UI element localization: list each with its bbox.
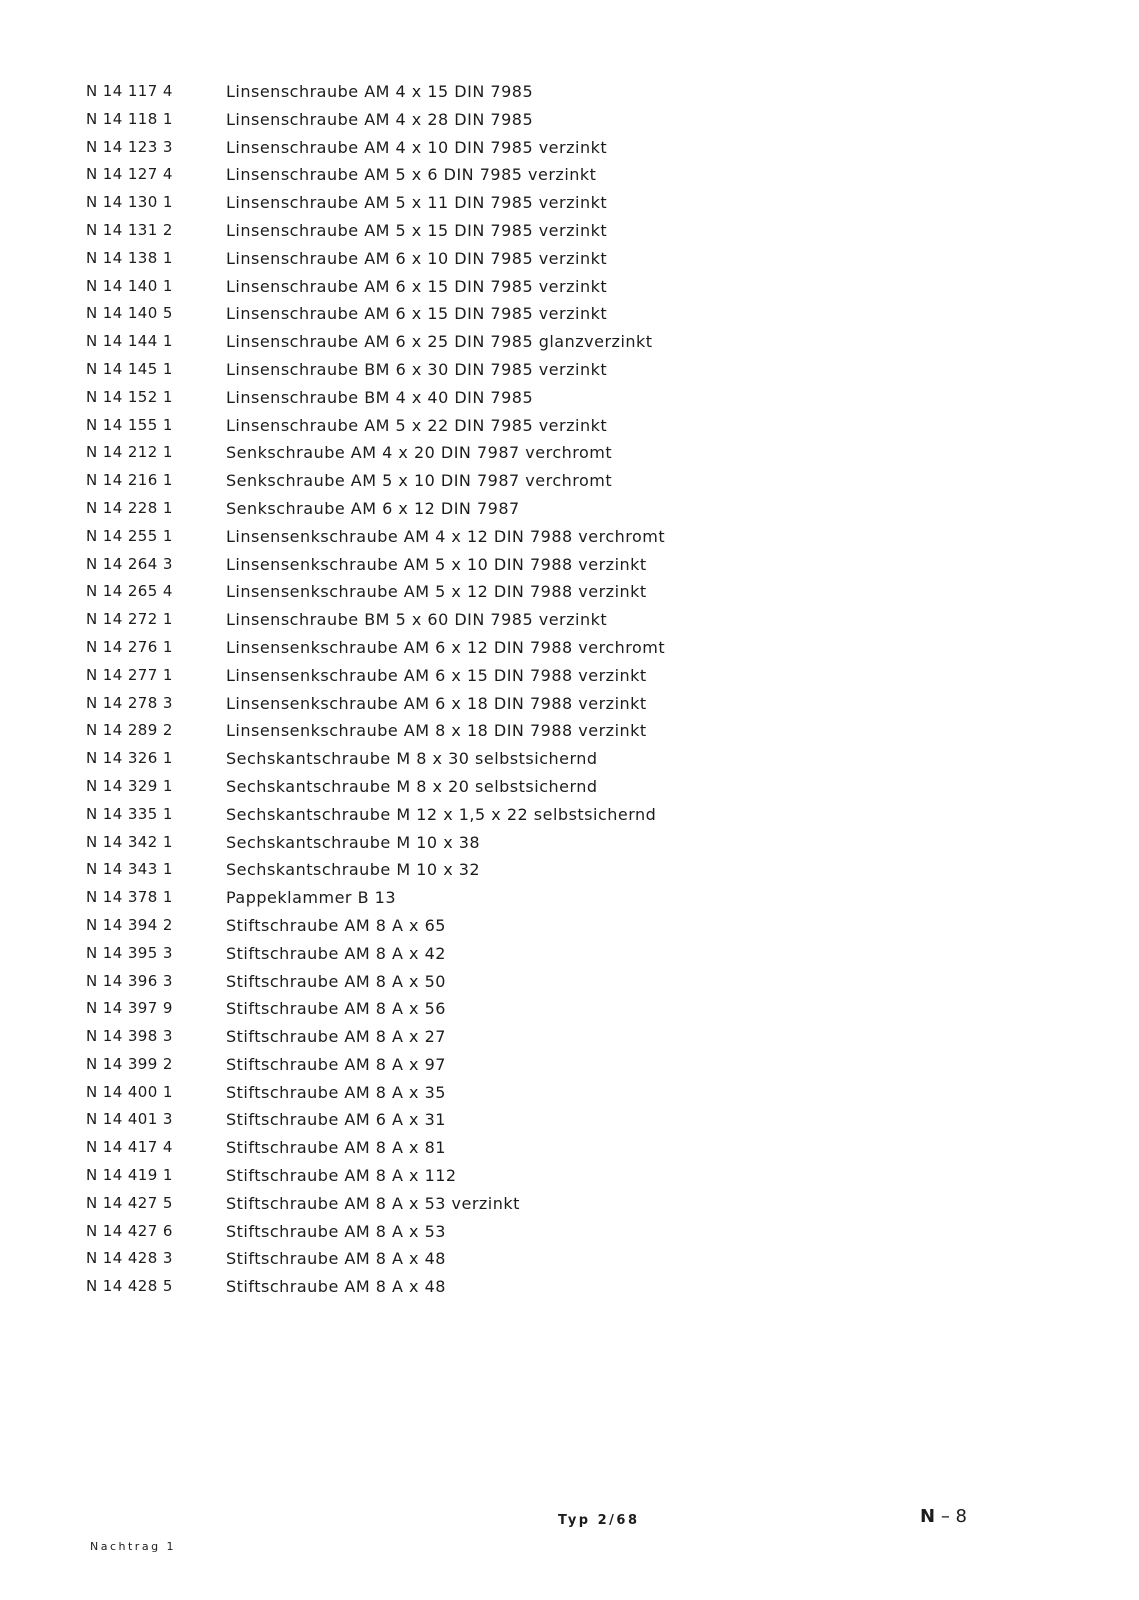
part-row — [0, 884, 1139, 912]
part-row — [0, 300, 1139, 328]
part-row — [0, 829, 1139, 857]
part-row — [0, 551, 1139, 579]
part-row — [0, 1023, 1139, 1051]
part-description: Senkschraube AM 4 x 20 DIN 7987 verchromt — [226, 443, 613, 463]
part-code: N 14 117 4 — [86, 82, 173, 100]
part-description: Stiftschraube AM 8 A x 35 — [226, 1082, 446, 1102]
part-code: N 14 228 1 — [86, 498, 173, 517]
part-row — [0, 1273, 1139, 1301]
type-label: Typ 2/68 — [558, 1513, 640, 1528]
part-description: Sechskantschraube M 8 x 30 selbstsichernd — [226, 749, 598, 769]
part-row — [0, 356, 1139, 384]
part-row — [0, 1162, 1139, 1190]
part-description: Pappeklammer B 13 — [226, 888, 397, 908]
part-code: N 14 419 1 — [86, 1166, 173, 1185]
part-code: N 14 342 1 — [86, 832, 173, 851]
part-code: N 14 396 3 — [86, 971, 173, 990]
part-description: Sechskantschraube M 8 x 20 selbstsichernd — [226, 776, 598, 796]
part-code: N 14 255 1 — [86, 526, 173, 545]
part-code: N 14 144 1 — [86, 332, 173, 351]
part-row — [0, 578, 1139, 606]
part-description: Linsensenkschraube AM 5 x 10 DIN 7988 verzinkt — [226, 554, 647, 574]
part-row — [0, 662, 1139, 690]
part-row — [0, 856, 1139, 884]
part-description: Linsenschraube AM 4 x 15 DIN 7985 — [226, 82, 534, 101]
part-code: N 14 138 1 — [86, 248, 173, 267]
part-description: Linsenschraube AM 4 x 28 DIN 7985 — [226, 109, 534, 129]
part-row — [0, 134, 1139, 162]
part-code: N 14 329 1 — [86, 776, 173, 795]
part-code: N 14 395 3 — [86, 943, 173, 962]
part-code: N 14 398 3 — [86, 1027, 173, 1046]
part-code: N 14 378 1 — [86, 888, 173, 907]
part-description: Linsenschraube BM 6 x 30 DIN 7985 verzinkt — [226, 359, 608, 379]
part-description: Linsenschraube AM 6 x 25 DIN 7985 glanzverzinkt — [226, 332, 653, 352]
part-code: N 14 289 2 — [86, 721, 173, 740]
part-code: N 14 216 1 — [86, 471, 173, 490]
part-code: N 14 131 2 — [86, 220, 173, 239]
page-letter: N — [920, 1506, 936, 1527]
part-code: N 14 401 3 — [86, 1110, 173, 1129]
part-description: Stiftschraube AM 8 A x 81 — [226, 1138, 446, 1158]
part-description: Linsenschraube AM 5 x 6 DIN 7985 verzinkt — [226, 165, 597, 185]
parts-list — [0, 78, 1139, 1301]
part-code: N 14 264 3 — [86, 554, 173, 573]
part-description: Linsenschraube AM 5 x 11 DIN 7985 verzinkt — [226, 193, 608, 213]
part-row — [0, 1079, 1139, 1107]
part-description: Linsensenkschraube AM 5 x 12 DIN 7988 verzinkt — [226, 582, 647, 602]
part-row — [0, 1218, 1139, 1246]
part-code: N 14 140 5 — [86, 304, 173, 323]
part-description: Linsenschraube AM 5 x 22 DIN 7985 verzinkt — [226, 415, 608, 435]
part-code: N 14 145 1 — [86, 359, 173, 378]
part-description: Senkschraube AM 6 x 12 DIN 7987 — [226, 498, 520, 518]
part-row — [0, 801, 1139, 829]
supplement-label: Nachtrag 1 — [90, 1540, 177, 1553]
part-description: Sechskantschraube M 12 x 1,5 x 22 selbstsichernd — [226, 804, 657, 824]
part-code: N 14 272 1 — [86, 610, 173, 629]
part-row — [0, 78, 1139, 106]
part-row — [0, 940, 1139, 968]
part-code: N 14 118 1 — [86, 109, 173, 128]
part-description: Linsensenkschraube AM 6 x 18 DIN 7988 verzinkt — [226, 693, 647, 713]
part-row — [0, 1190, 1139, 1218]
part-row — [0, 161, 1139, 189]
part-description: Linsensenkschraube AM 8 x 18 DIN 7988 verzinkt — [226, 721, 647, 741]
part-description: Linsenschraube AM 6 x 10 DIN 7985 verzinkt — [226, 248, 608, 268]
part-row — [0, 523, 1139, 551]
part-row — [0, 634, 1139, 662]
part-description: Stiftschraube AM 8 A x 48 — [226, 1249, 446, 1269]
part-code: N 14 278 3 — [86, 693, 173, 712]
part-row — [0, 273, 1139, 301]
part-code: N 14 427 5 — [86, 1193, 173, 1212]
part-code: N 14 343 1 — [86, 860, 173, 879]
part-description: Linsenschraube BM 5 x 60 DIN 7985 verzinkt — [226, 610, 608, 630]
part-code: N 14 277 1 — [86, 665, 173, 684]
part-row — [0, 1106, 1139, 1134]
part-description: Sechskantschraube M 10 x 38 — [226, 832, 481, 852]
part-description: Linsenschraube AM 4 x 10 DIN 7985 verzinkt — [226, 137, 608, 157]
part-code: N 14 152 1 — [86, 387, 173, 406]
part-description: Stiftschraube AM 8 A x 97 — [226, 1054, 446, 1074]
part-row — [0, 968, 1139, 996]
part-row — [0, 217, 1139, 245]
part-code: N 14 394 2 — [86, 915, 173, 934]
part-description: Sechskantschraube M 10 x 32 — [226, 860, 481, 880]
part-code: N 14 397 9 — [86, 999, 173, 1018]
part-row — [0, 912, 1139, 940]
part-description: Linsensenkschraube AM 6 x 15 DIN 7988 verzinkt — [226, 665, 647, 685]
part-code: N 14 276 1 — [86, 637, 173, 656]
part-row — [0, 1134, 1139, 1162]
part-row — [0, 717, 1139, 745]
part-code: N 14 400 1 — [86, 1082, 173, 1101]
part-code: N 14 428 3 — [86, 1249, 173, 1268]
part-description: Senkschraube AM 5 x 10 DIN 7987 verchromt — [226, 471, 613, 491]
part-row — [0, 106, 1139, 134]
part-row — [0, 1051, 1139, 1079]
part-code: N 14 326 1 — [86, 749, 173, 768]
part-description: Linsensenkschraube AM 6 x 12 DIN 7988 verchromt — [226, 637, 666, 657]
part-code: N 14 155 1 — [86, 415, 173, 434]
part-code: N 14 127 4 — [86, 165, 173, 184]
part-description: Stiftschraube AM 8 A x 53 — [226, 1221, 446, 1241]
part-row — [0, 384, 1139, 412]
part-description: Stiftschraube AM 8 A x 27 — [226, 1027, 446, 1047]
part-description: Linsensenkschraube AM 4 x 12 DIN 7988 verchromt — [226, 526, 666, 546]
part-code: N 14 399 2 — [86, 1054, 173, 1073]
part-code: N 14 335 1 — [86, 804, 173, 823]
part-row — [0, 245, 1139, 273]
part-description: Stiftschraube AM 8 A x 50 — [226, 971, 446, 991]
part-description: Linsenschraube AM 5 x 15 DIN 7985 verzinkt — [226, 220, 608, 240]
part-row — [0, 1245, 1139, 1273]
part-description: Stiftschraube AM 6 A x 31 — [226, 1110, 446, 1130]
part-code: N 14 123 3 — [86, 137, 173, 156]
part-code: N 14 265 4 — [86, 582, 173, 601]
part-code: N 14 140 1 — [86, 276, 173, 295]
part-row — [0, 690, 1139, 718]
part-description: Stiftschraube AM 8 A x 56 — [226, 999, 446, 1019]
part-row — [0, 189, 1139, 217]
part-row — [0, 495, 1139, 523]
part-row — [0, 995, 1139, 1023]
part-description: Linsenschraube AM 6 x 15 DIN 7985 verzinkt — [226, 276, 608, 296]
part-description: Stiftschraube AM 8 A x 65 — [226, 915, 446, 935]
part-row — [0, 467, 1139, 495]
page-suffix: – 8 — [940, 1506, 967, 1527]
part-description: Linsenschraube BM 4 x 40 DIN 7985 — [226, 387, 534, 407]
part-row — [0, 439, 1139, 467]
part-code: N 14 212 1 — [86, 443, 173, 462]
part-row — [0, 773, 1139, 801]
part-code: N 14 428 5 — [86, 1277, 173, 1296]
part-code: N 14 427 6 — [86, 1221, 173, 1240]
part-row — [0, 606, 1139, 634]
part-description: Stiftschraube AM 8 A x 42 — [226, 943, 446, 963]
part-row — [0, 412, 1139, 440]
page-number — [920, 1506, 967, 1527]
part-code: N 14 417 4 — [86, 1138, 173, 1157]
part-code: N 14 130 1 — [86, 193, 173, 212]
part-row — [0, 745, 1139, 773]
part-description: Stiftschraube AM 8 A x 53 verzinkt — [226, 1193, 520, 1213]
part-row — [0, 328, 1139, 356]
part-description: Stiftschraube AM 8 A x 112 — [226, 1166, 457, 1186]
part-description: Linsenschraube AM 6 x 15 DIN 7985 verzinkt — [226, 304, 608, 324]
part-description: Stiftschraube AM 8 A x 48 — [226, 1277, 446, 1297]
